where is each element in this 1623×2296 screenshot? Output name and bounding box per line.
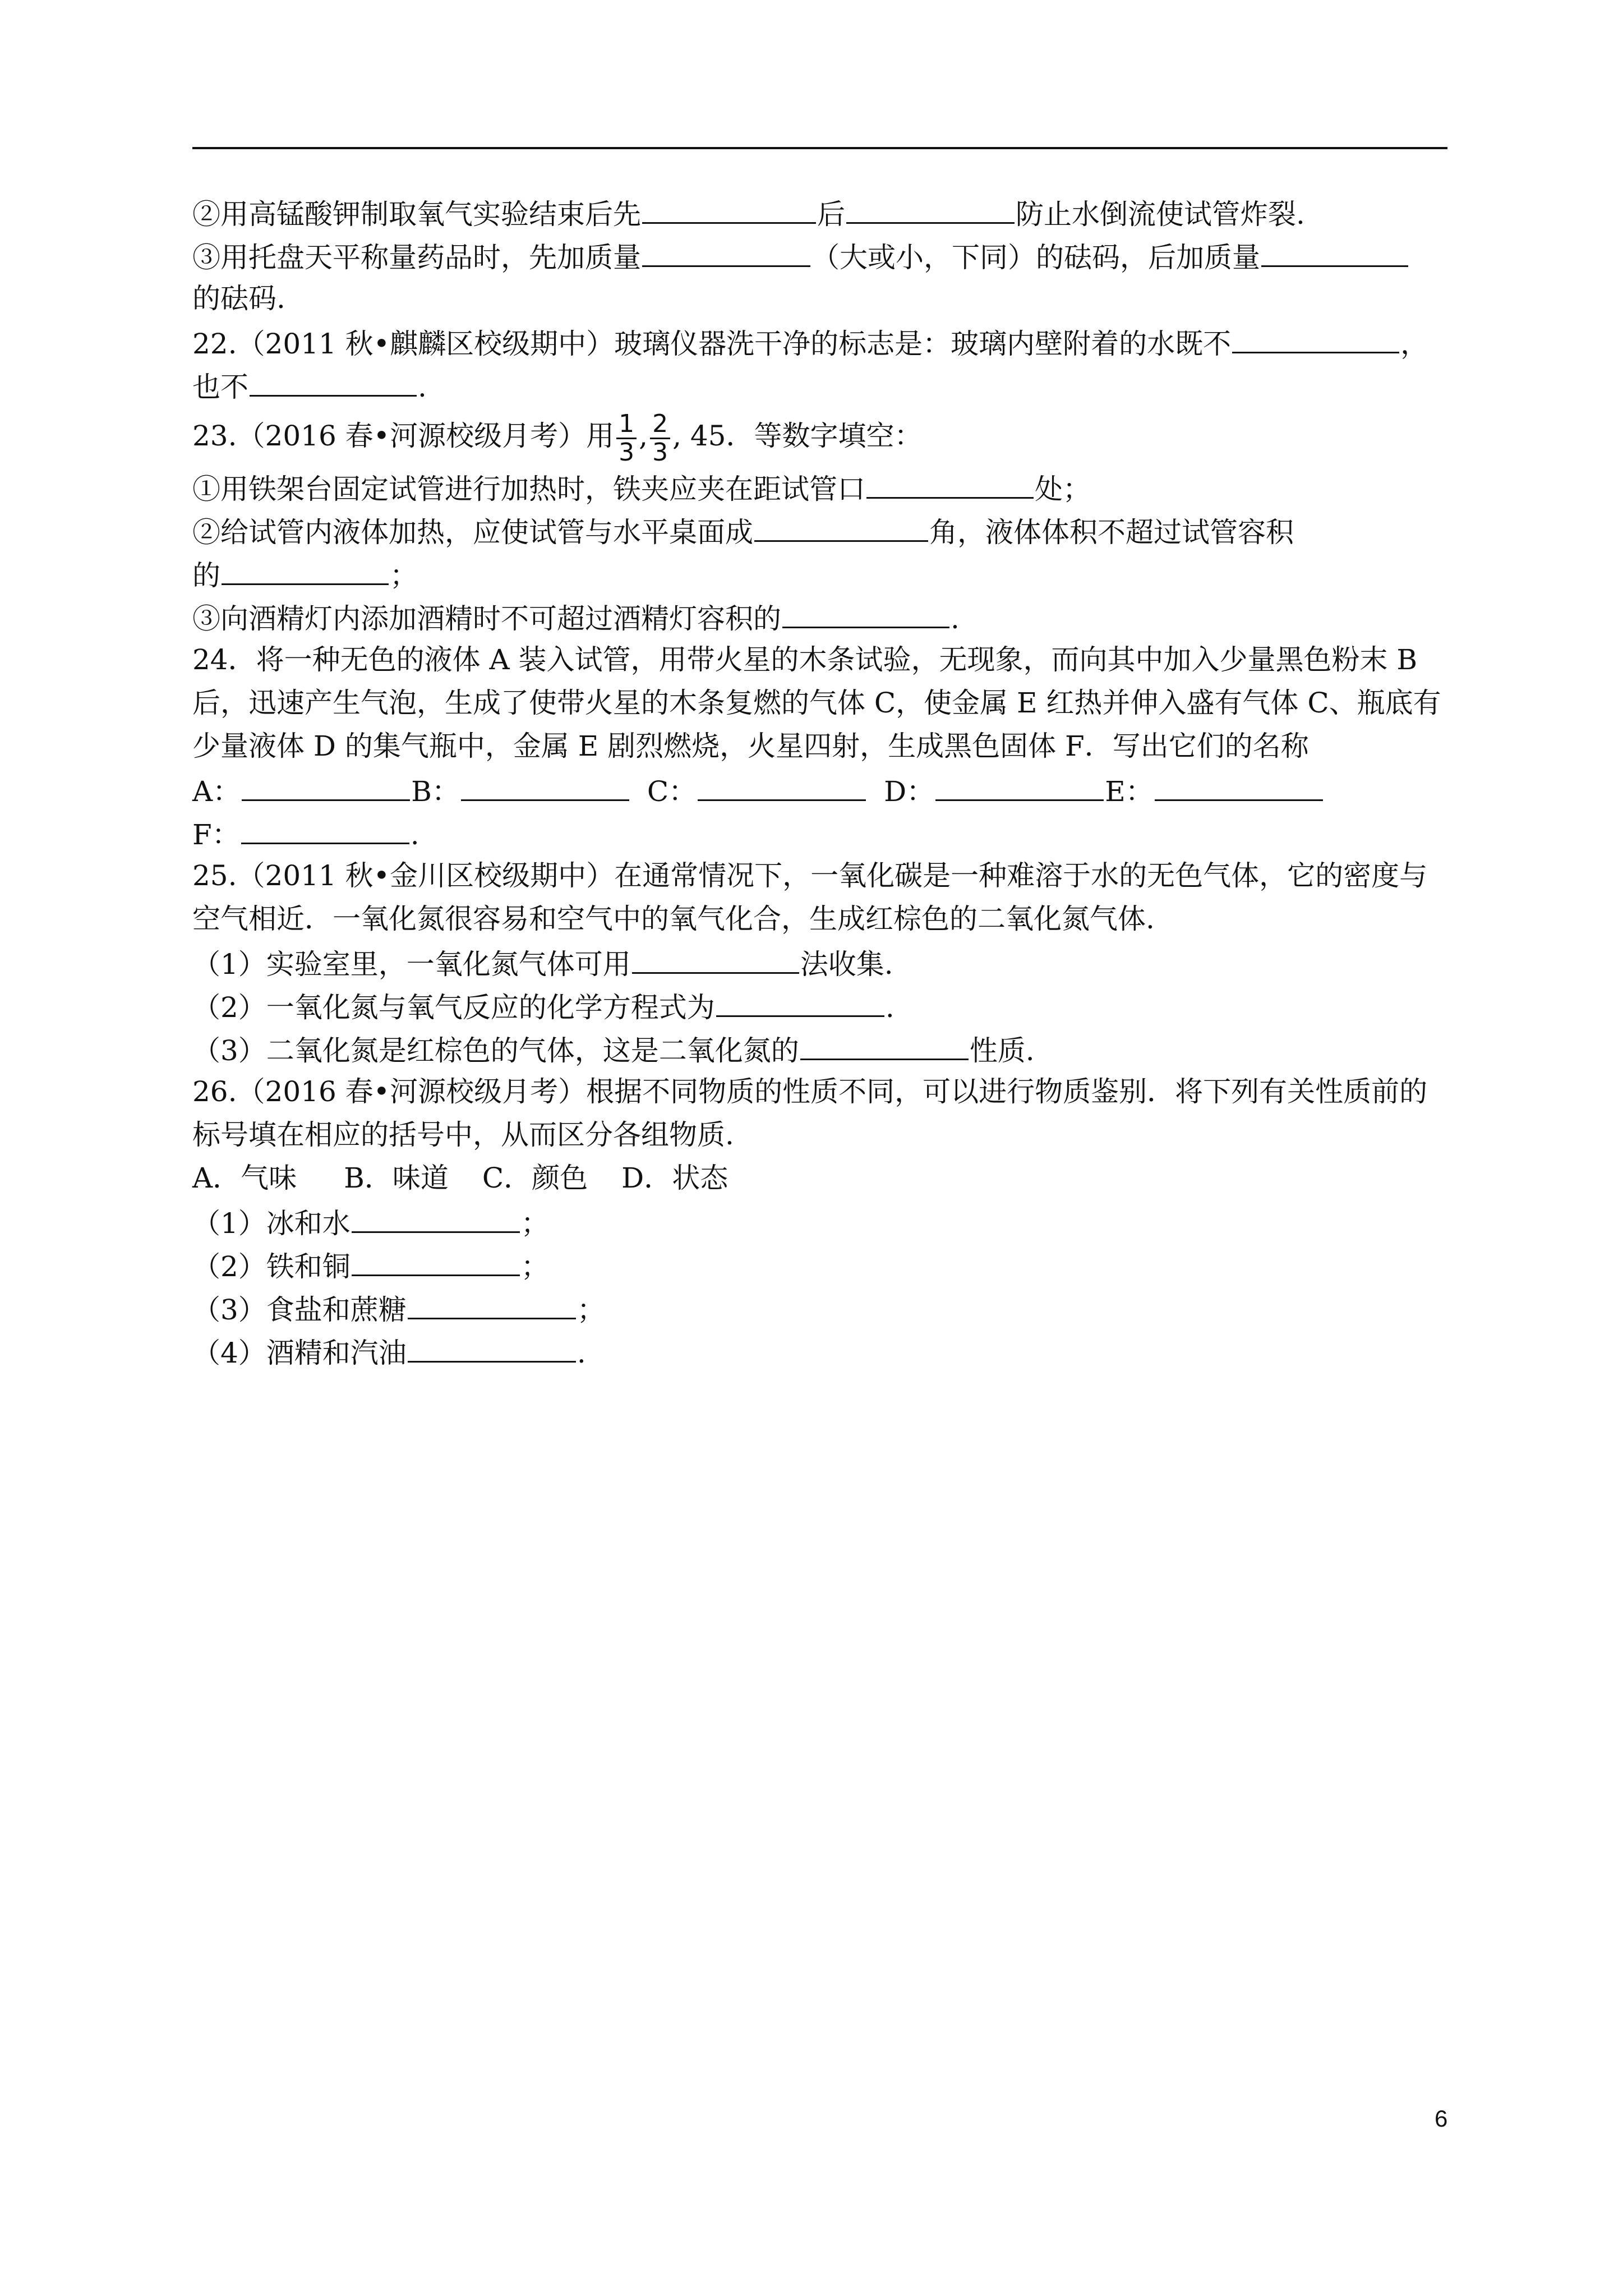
option-a: A．气味 — [192, 1162, 297, 1194]
text: 23.（2016 春•河源校级月考）用 — [192, 420, 615, 452]
answer-blank[interactable] — [408, 1329, 576, 1363]
answer-blank[interactable] — [352, 1243, 520, 1276]
text: . — [885, 991, 895, 1024]
answer-blank-c[interactable] — [698, 768, 866, 801]
answer-blank[interactable] — [352, 1200, 520, 1233]
text: ③向酒精灯内添加酒精时不可超过酒精灯容积的 — [192, 602, 781, 635]
text: 后 — [817, 198, 845, 231]
text: （3）食盐和蔗糖 — [192, 1294, 407, 1326]
q26-cont — [192, 1114, 1449, 1157]
q24-answers-row — [192, 768, 1449, 811]
text: ③用托盘天平称量药品时，先加质量 — [192, 241, 641, 274]
answer-blank[interactable] — [754, 509, 928, 542]
text: ②用高锰酸钾制取氧气实验结束后先 — [192, 198, 641, 231]
q26-options — [192, 1157, 1449, 1200]
text: （2）铁和铜 — [192, 1250, 351, 1283]
header-rule — [192, 147, 1447, 149]
text: （4）酒精和汽油 — [192, 1337, 407, 1369]
text: ； — [390, 559, 418, 592]
q22 — [192, 320, 1449, 364]
option-c: C．颜色 — [482, 1162, 588, 1194]
text: 也不 — [192, 371, 248, 403]
numerator: 2 — [650, 411, 670, 439]
text: , — [639, 420, 648, 452]
q22-cont — [192, 364, 1449, 407]
q23-item-2-cont — [192, 552, 1449, 595]
text: 标号填在相应的括号中，从而区分各组物质. — [192, 1119, 734, 1151]
text: 26.（2016 春•河源校级月考）根据不同物质的性质不同，可以进行物质鉴别．将下列有关性质前的 — [192, 1075, 1428, 1108]
answer-blank[interactable] — [716, 984, 884, 1017]
text: 空气相近．一氧化氮很容易和空气中的氧气化合，生成红棕色的二氧化氮气体. — [192, 903, 1155, 935]
q25-cont — [192, 898, 1449, 941]
fraction-one-third — [616, 411, 637, 466]
answer-blank[interactable] — [866, 466, 1034, 499]
q24-cont-1 — [192, 682, 1449, 725]
text: （大或小，下同）的砝码，后加质量 — [811, 241, 1260, 274]
text: ①用铁架台固定试管进行加热时，铁夹应夹在距试管口 — [192, 473, 865, 505]
q26-item-1 — [192, 1200, 1449, 1243]
label-c: C： — [647, 775, 697, 808]
q21-item-3 — [192, 234, 1449, 277]
q26-item-4 — [192, 1329, 1449, 1373]
q23-item-1 — [192, 466, 1449, 509]
q25-item-3 — [192, 1027, 1449, 1070]
numerator: 1 — [616, 411, 637, 439]
label-b: B： — [411, 775, 460, 808]
text: . — [577, 1337, 586, 1369]
q25-item-1 — [192, 941, 1449, 984]
answer-blank[interactable] — [408, 1286, 576, 1319]
label-a: A： — [192, 775, 241, 808]
answer-blank[interactable] — [800, 1027, 969, 1060]
q21-item-3-cont — [192, 277, 1449, 320]
q24 — [192, 638, 1449, 682]
q25 — [192, 854, 1449, 898]
label-d: D： — [884, 775, 935, 808]
q24-cont-2 — [192, 725, 1449, 768]
text: 的 — [192, 559, 220, 592]
question-content — [192, 191, 1449, 1373]
text: 防止水倒流使试管炸裂. — [1016, 198, 1305, 231]
q26 — [192, 1070, 1449, 1114]
q26-item-2 — [192, 1243, 1449, 1286]
fraction-two-thirds — [650, 411, 670, 466]
answer-blank[interactable] — [1261, 234, 1408, 267]
text: ； — [520, 1207, 549, 1240]
q25-item-2 — [192, 984, 1449, 1027]
q23 — [192, 407, 1449, 466]
option-d: D．状态 — [621, 1162, 728, 1194]
text: （1）实验室里，一氧化氮气体可用 — [192, 948, 631, 981]
text: . — [418, 371, 427, 403]
text: （3）二氧化氮是红棕色的气体，这是二氧化氮的 — [192, 1034, 799, 1067]
answer-blank-b[interactable] — [461, 768, 629, 801]
answer-blank[interactable] — [642, 234, 810, 267]
text: ； — [577, 1294, 605, 1326]
q23-item-3 — [192, 595, 1449, 638]
answer-blank-a[interactable] — [242, 768, 410, 801]
text: （1）冰和水 — [192, 1207, 351, 1240]
text: 25.（2011 秋•金川区校级期中）在通常情况下，一氧化碳是一种难溶于水的无色气体，它的密度与 — [192, 859, 1428, 892]
text: ； — [520, 1250, 549, 1283]
q21-item-2 — [192, 191, 1449, 234]
denominator: 3 — [652, 438, 668, 467]
answer-blank[interactable] — [1232, 320, 1399, 353]
answer-blank-e[interactable] — [1155, 768, 1323, 801]
q26-item-3 — [192, 1286, 1449, 1329]
text: . — [951, 602, 960, 635]
text: 法收集. — [800, 948, 893, 981]
label-f: F： — [192, 818, 240, 851]
answer-blank-d[interactable] — [935, 768, 1104, 801]
text: 的砝码. — [192, 282, 285, 315]
text: , 45．等数字填空： — [672, 420, 923, 452]
text: ②给试管内液体加热，应使试管与水平桌面成 — [192, 516, 753, 549]
answer-blank[interactable] — [632, 941, 799, 974]
page-number: 6 — [1435, 2105, 1448, 2132]
text: 22.（2011 秋•麒麟区校级期中）玻璃仪器洗干净的标志是：玻璃内壁附着的水既不 — [192, 328, 1232, 360]
text: 24．将一种无色的液体 A 装入试管，用带火星的木条试验，无现象，而向其中加入少量黑色粉末 B — [192, 643, 1418, 676]
answer-blank[interactable] — [250, 364, 417, 397]
answer-blank[interactable] — [846, 191, 1015, 224]
text: . — [410, 818, 419, 851]
text: 处； — [1035, 473, 1091, 505]
text: （2）一氧化氮与氧气反应的化学方程式为 — [192, 991, 715, 1024]
text: 后，迅速产生气泡，生成了使带火星的木条复燃的气体 C，使金属 E 红热并伸入盛有气体 C、瓶底有 — [192, 687, 1441, 719]
answer-blank[interactable] — [222, 552, 389, 585]
text: 角，液体体积不超过试管容积 — [929, 516, 1294, 549]
label-e: E： — [1105, 775, 1154, 808]
answer-blank-f[interactable] — [241, 811, 409, 844]
answer-blank[interactable] — [782, 595, 949, 628]
answer-blank[interactable] — [642, 191, 816, 224]
q23-item-2 — [192, 509, 1449, 552]
text: 少量液体 D 的集气瓶中，金属 E 剧烈燃烧，火星四射，生成黑色固体 F．写出它们的名称 — [192, 730, 1309, 762]
text: 性质. — [969, 1034, 1035, 1067]
option-b: B．味道 — [344, 1162, 449, 1194]
denominator: 3 — [619, 438, 635, 467]
q24-answers-row-2 — [192, 811, 1449, 854]
text: ， — [1400, 328, 1429, 360]
